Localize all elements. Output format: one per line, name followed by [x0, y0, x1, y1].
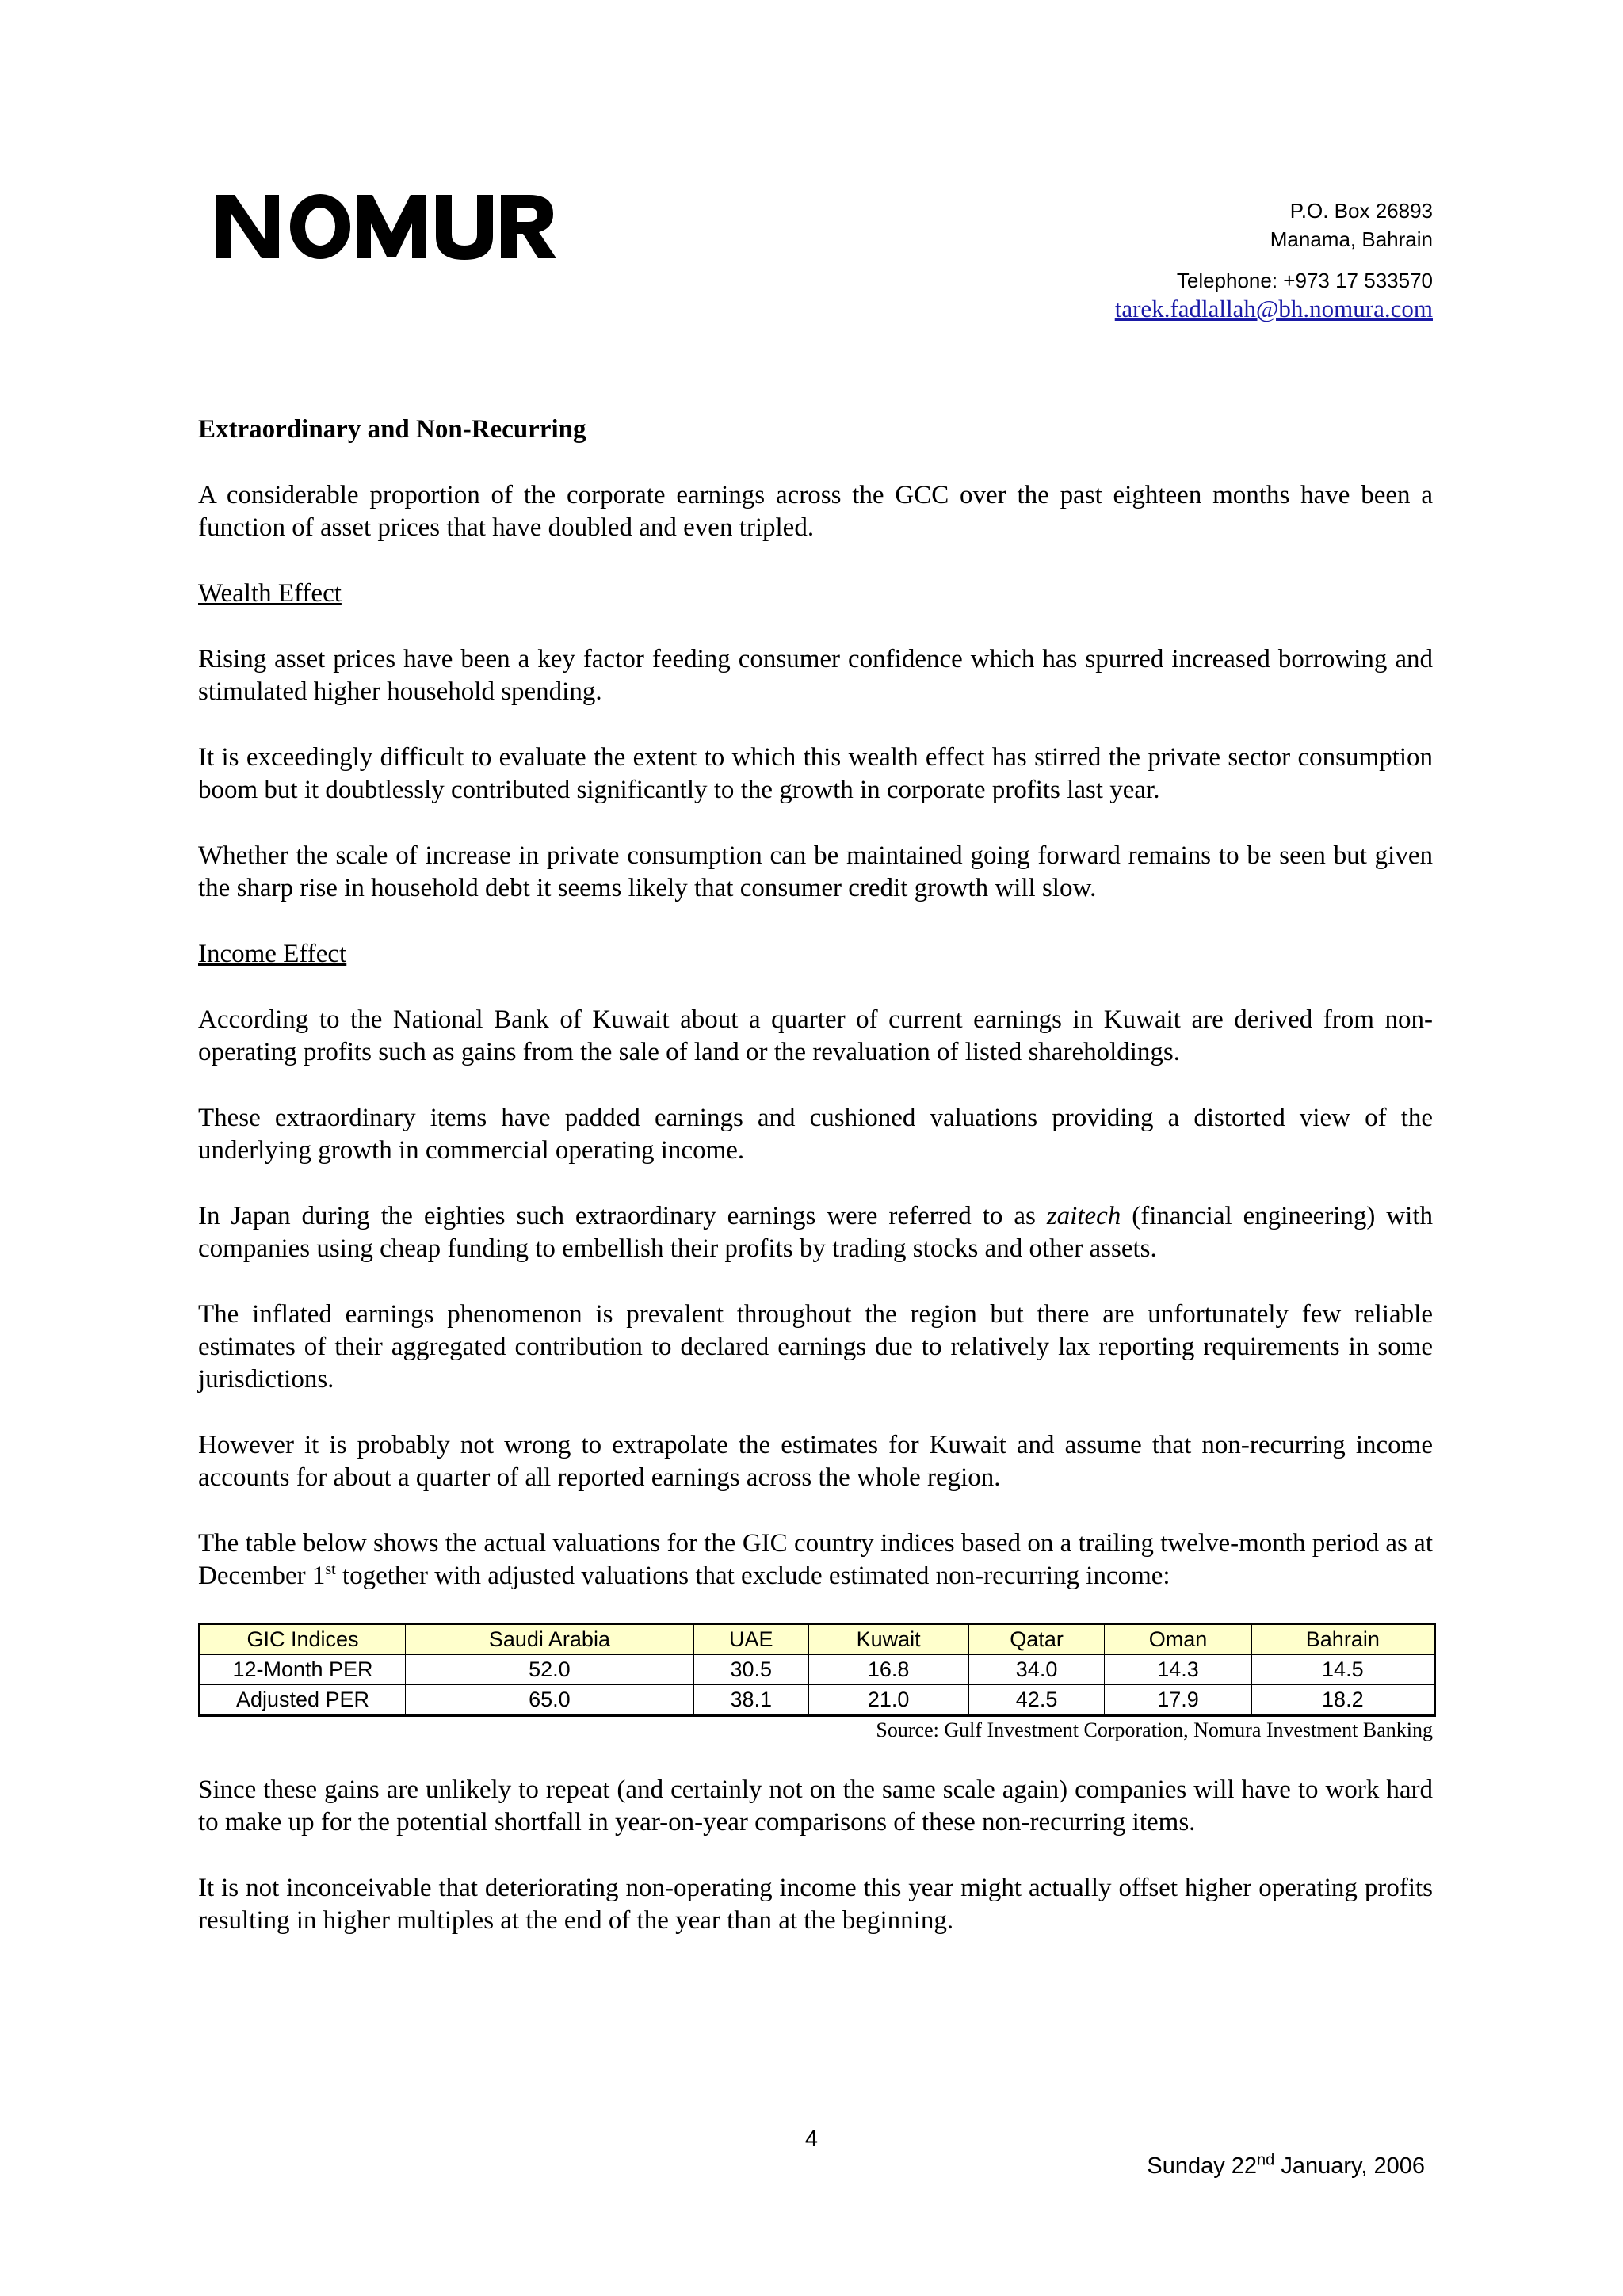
date-superscript: nd	[1257, 2151, 1275, 2169]
table-cell: 17.9	[1105, 1685, 1251, 1716]
subheading-income-effect: Income Effect	[198, 940, 347, 968]
table-header: UAE	[693, 1624, 808, 1655]
table-source: Source: Gulf Investment Corporation, Nomura Investment Banking	[876, 1718, 1433, 1741]
date-text: Sunday 22	[1147, 2153, 1258, 2179]
paragraph: It is not inconceivable that deteriorating non-operating income this year might actually offset higher operating profits resulting in higher multiples at the end of the year than at the beginning.	[198, 1874, 1433, 1935]
table-cell: 30.5	[693, 1655, 808, 1685]
report-date	[1147, 2153, 1425, 2180]
valuation-table-wrap	[198, 1623, 1433, 1742]
table-cell: 38.1	[693, 1685, 808, 1716]
page-number: 4	[804, 2126, 819, 2152]
table-header: Saudi Arabia	[406, 1624, 694, 1655]
table-cell: 65.0	[406, 1685, 694, 1716]
paragraph: Rising asset prices have been a key factor feeding consumer confidence which has spurred increased borrowing and stimulated higher household spending.	[198, 645, 1433, 706]
nomura-logo	[212, 189, 561, 265]
valuation-table	[198, 1623, 1436, 1717]
address-line-1: P.O. Box 26893	[1289, 199, 1433, 223]
paragraph: It is exceedingly difficult to evaluate the extent to which this wealth effect has stirred the private sector consumption boom but it doubtlessly contributed significantly to the growth in corporate profits last year.	[198, 743, 1433, 804]
table-header: Oman	[1105, 1624, 1251, 1655]
table-row	[200, 1685, 1435, 1716]
table-cell: 42.5	[968, 1685, 1105, 1716]
paragraph: Whether the scale of increase in private consumption can be maintained going forward remains to be seen but given the sharp rise in household debt it seems likely that consumer credit growth will slow.	[198, 841, 1433, 902]
contact-block	[1115, 196, 1433, 324]
paragraph: According to the National Bank of Kuwait about a quarter of current earnings in Kuwait are derived from non-operating profits such as gains from the sale of land or the revaluation of listed shareholdings.	[198, 1005, 1433, 1066]
table-cell: 16.8	[808, 1655, 968, 1685]
telephone: Telephone: +973 17 533570	[1176, 269, 1433, 292]
table-header: Kuwait	[808, 1624, 968, 1655]
article-body	[198, 414, 1433, 1970]
paragraph: A considerable proportion of the corporate earnings across the GCC over the past eighteen months have been a function of asset prices that have doubled and even tripled.	[198, 481, 1433, 542]
table-cell: 14.3	[1105, 1655, 1251, 1685]
table-header-row	[200, 1624, 1435, 1655]
table-cell: 14.5	[1251, 1655, 1434, 1685]
paragraph: Since these gains are unlikely to repeat (and certainly not on the same scale again) companies will have to work hard to make up for the potential shortfall in year-on-year comparisons of these non-recurring items.	[198, 1775, 1433, 1836]
email-link[interactable]: tarek.fadlallah@bh.nomura.com	[1114, 295, 1433, 322]
paragraph	[198, 1200, 1433, 1265]
table-cell: 21.0	[808, 1685, 968, 1716]
emphasis-zaitech: zaitech	[1046, 1202, 1121, 1230]
paragraph: However it is probably not wrong to extrapolate the estimates for Kuwait and assume that non-recurring income accounts for about a quarter of all reported earnings across the whole region.	[198, 1431, 1433, 1492]
table-cell: Adjusted PER	[200, 1685, 406, 1716]
text-run: The table below shows the actual valuations for the GIC country indices based on a trailing twelve-month period as at December 1	[198, 1529, 1433, 1590]
section-title: Extraordinary and Non-Recurring	[198, 415, 586, 444]
paragraph	[198, 1527, 1433, 1592]
text-run: (financial engineering) with companies using cheap funding to embellish their profits by trading stocks and other assets.	[198, 1202, 1433, 1263]
paragraph: The inflated earnings phenomenon is prevalent throughout the region but there are unfortunately few reliable estimates of their aggregated contribution to declared earnings due to relatively lax reporting requirements in some jurisdictions.	[198, 1300, 1433, 1394]
text-run: together with adjusted valuations that exclude estimated non-recurring income:	[335, 1562, 1170, 1590]
table-cell: 34.0	[968, 1655, 1105, 1685]
table-cell: 12-Month PER	[200, 1655, 406, 1685]
paragraph: These extraordinary items have padded earnings and cushioned valuations providing a distorted view of the underlying growth in commercial operating income.	[198, 1104, 1433, 1165]
table-cell: 18.2	[1251, 1685, 1434, 1716]
table-row	[200, 1655, 1435, 1685]
table-header: Bahrain	[1251, 1624, 1434, 1655]
text-run: In Japan during the eighties such extraordinary earnings were referred to as	[198, 1202, 1047, 1230]
subheading-wealth-effect: Wealth Effect	[198, 579, 342, 608]
address-line-2: Manama, Bahrain	[1270, 227, 1433, 251]
date-text: January, 2006	[1274, 2153, 1425, 2179]
table-header: GIC Indices	[200, 1624, 406, 1655]
superscript: st	[325, 1561, 336, 1578]
table-header: Qatar	[968, 1624, 1105, 1655]
table-cell: 52.0	[406, 1655, 694, 1685]
